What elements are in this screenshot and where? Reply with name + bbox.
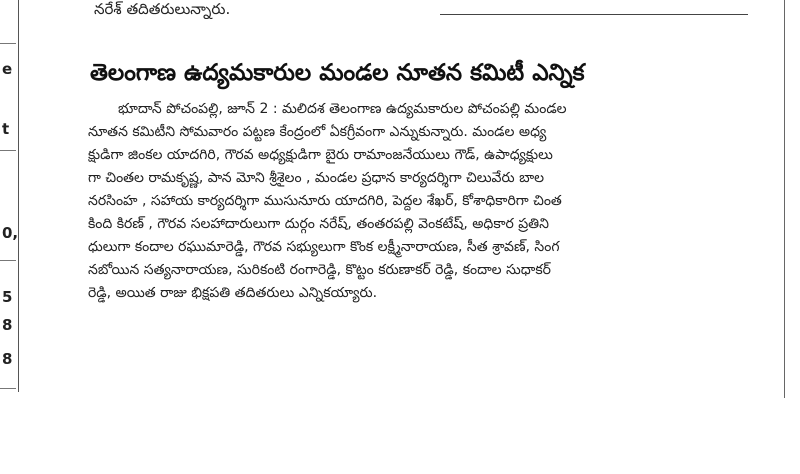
article-body <box>88 98 758 305</box>
article-body-line: రెడ్డి, అయిత రాజు భిక్షపతి తదితరులు ఎన్నికయ్యారు. <box>88 285 378 301</box>
article-body-line: భూదాన్ పోచంపల్లి, జూన్ 2 : మలిదశ తెలంగాణ ఉద్యమకారుల పోచంపల్లి మండల <box>118 101 567 117</box>
article-body-line: గా చింతల రామకృష్ణ, పాన మోని శ్రీశైలం , మండల ప్రధాన కార్యదర్శిగా చిలువేరు బాల <box>88 170 545 186</box>
left-column-divider <box>0 388 16 389</box>
left-column-fragment: 5 <box>2 288 13 306</box>
left-column-divider <box>0 43 16 44</box>
article-body-line: ధులుగా కందాల రఘుమారెడ్డి, గౌరవ సభ్యులుగా కొంక లక్ష్మీనారాయణ, సీత శ్రావణ్, సింగ <box>88 239 560 255</box>
left-column-fragment: 8 <box>2 350 13 368</box>
article-body-line: కింది కిరణ్ , గౌరవ సలహాదారులుగా దుర్గం నరేష్, తంతరపల్లి వెంకటేష్, అధికార ప్రతిని <box>88 216 549 232</box>
article-body-line: నరసింహ , సహాయ కార్యదర్శిగా ముసునూరు యాదగిరి, పెద్దల శేఖర్, కోశాధికారిగా చింత <box>88 193 562 209</box>
article-headline: తెలంగాణ ఉద్యమకారుల మండల నూతన కమిటీ ఎన్నిక <box>90 60 585 86</box>
left-column-fragment: t <box>2 120 10 138</box>
left-column-fragment: 0, <box>2 224 19 242</box>
right-column-border <box>784 0 785 398</box>
article-body-line: నబోయిన సత్యనారాయణ, సురికంటి రంగారెడ్డి, కొట్టం కరుణాకర్ రెడ్డి, కందాల సుధాకర్ <box>88 262 551 278</box>
article-body-line: క్షుడిగా జింకల యాదగిరి, గౌరవ అధ్యక్షుడిగా బైరు రామాంజనేయులు గౌడ్, ఉపాధ్యక్షులు <box>88 147 553 163</box>
left-column-divider <box>0 260 16 261</box>
previous-article-last-line: నరేశ్ తదితరులున్నారు. <box>94 0 231 18</box>
left-column-fragment: 8 <box>2 316 13 334</box>
top-right-divider <box>440 14 748 15</box>
left-column-fragment: e <box>2 60 13 78</box>
article-body-line: నూతన కమిటీని సోమవారం పట్టణ కేంద్రంలో ఏకగ్రీవంగా ఎన్నుకున్నారు. మండల అధ్య <box>88 124 547 140</box>
left-column-divider <box>0 150 16 151</box>
